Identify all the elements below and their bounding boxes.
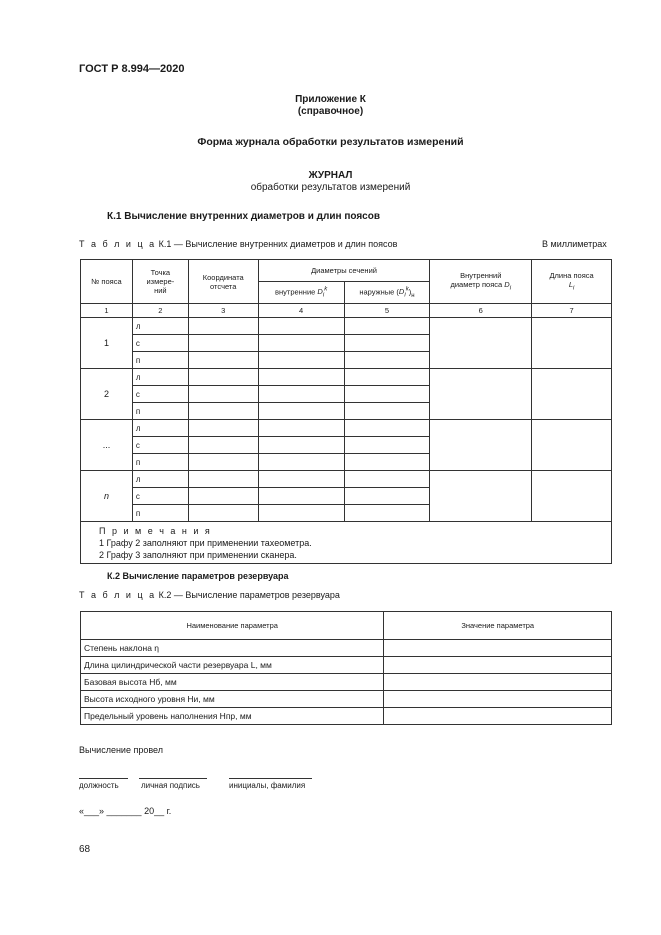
header-coordinate [188, 260, 258, 304]
cell [258, 505, 344, 522]
header-param-name: Наименование параметра [81, 612, 384, 640]
appendix-note: (справочное) [297, 106, 364, 117]
table-k1 [80, 259, 612, 564]
initials-caption: инициалы, фамилия [229, 781, 306, 790]
cell [258, 369, 344, 386]
param-name: Предельный уровень наполнения Hпр, мм [81, 708, 384, 725]
cell [188, 505, 258, 522]
header-point-line1: Точка [150, 268, 171, 277]
document-header: ГОСТ Р 8.994—2020 [79, 63, 185, 75]
cell [188, 471, 258, 488]
header-belt-length: Длина пояса $L_i$ [532, 260, 612, 304]
table1-units: В миллиметрах [542, 239, 607, 249]
cell [344, 403, 430, 420]
cell [188, 403, 258, 420]
cell [344, 471, 430, 488]
cell [344, 437, 430, 454]
point-label: п [132, 403, 188, 420]
cell [344, 386, 430, 403]
belt-label: 1 [81, 318, 133, 369]
point-label: п [132, 352, 188, 369]
column-number: 7 [532, 304, 612, 318]
cell [188, 454, 258, 471]
point-label: с [132, 488, 188, 505]
cell [258, 454, 344, 471]
param-name: Высота исходного уровня Hи, мм [81, 691, 384, 708]
form-title: Форма журнала обработки результатов измерений [197, 136, 464, 148]
cell [188, 488, 258, 505]
cell [258, 352, 344, 369]
column-number: 6 [430, 304, 532, 318]
header-point-line2: измере- [146, 277, 175, 286]
cell [430, 420, 532, 471]
cell [344, 488, 430, 505]
signature-caption: личная подпись [141, 781, 200, 790]
belt-label: n [81, 471, 133, 522]
position-line [79, 778, 128, 779]
section-k2-heading: К.2 Вычисление параметров резервуара [107, 571, 289, 581]
belt-label: 2 [81, 369, 133, 420]
initials-line [229, 778, 312, 779]
param-value [384, 657, 612, 674]
cell [188, 352, 258, 369]
cell [258, 318, 344, 335]
header-point-line3: ний [154, 286, 167, 295]
table-k2 [80, 611, 612, 725]
cell [430, 318, 532, 369]
page-number: 68 [79, 844, 91, 855]
cell [344, 505, 430, 522]
point-label: л [132, 471, 188, 488]
journal-subtitle: обработки результатов измерений [250, 182, 411, 193]
belt-label: ... [81, 420, 133, 471]
cell [188, 437, 258, 454]
header-inner-text: внутренние [275, 287, 316, 296]
signature-line [139, 778, 207, 779]
calculated-by-label: Вычисление провел [79, 745, 163, 755]
cell [258, 471, 344, 488]
header-param-value: Значение параметра [384, 612, 612, 640]
header-inner-diameter-text: диаметр пояса [450, 280, 503, 290]
cell [344, 454, 430, 471]
cell [258, 335, 344, 352]
column-number: 5 [344, 304, 430, 318]
header-inner-diameter [430, 260, 532, 304]
point-label: л [132, 318, 188, 335]
header-coordinate-line1: Координата [202, 272, 244, 282]
section-k1-heading: К.1 Вычисление внутренних диаметров и длин поясов [107, 211, 380, 222]
cell [344, 420, 430, 437]
notes-title: П р и м е ч а н и я [99, 525, 212, 536]
column-number: 4 [258, 304, 344, 318]
cell [258, 420, 344, 437]
cell [344, 352, 430, 369]
column-number: 1 [81, 304, 133, 318]
cell [258, 488, 344, 505]
cell [532, 318, 612, 369]
table2-caption-prefix: Т а б л и ц а [79, 590, 157, 600]
point-label: п [132, 454, 188, 471]
header-point [132, 260, 188, 304]
table2-caption-text: К.2 — Вычисление параметров резервуара [158, 590, 340, 600]
cell [258, 403, 344, 420]
param-name: Степень наклона η [81, 640, 384, 657]
header-diameters: Диаметры сечений [258, 260, 430, 282]
header-inner: внутренние $D_i^k$ [258, 282, 344, 304]
cell [344, 335, 430, 352]
header-belt-length-line1: Длина пояса [549, 271, 594, 281]
param-value [384, 640, 612, 657]
point-label: с [132, 437, 188, 454]
note-item: 2 Графу 3 заполняют при применении сканера. [99, 549, 297, 560]
header-outer-text: наружные [359, 287, 395, 296]
note-item: 1 Графу 2 заполняют при применении тахеометра. [99, 537, 312, 548]
column-number: 2 [132, 304, 188, 318]
date-line: «___» _______ 20__ г. [79, 806, 172, 816]
cell [532, 369, 612, 420]
header-coordinate-line2: отсчета [210, 281, 237, 291]
table1-caption [79, 239, 397, 249]
point-label: с [132, 386, 188, 403]
cell [430, 369, 532, 420]
param-value [384, 674, 612, 691]
cell [188, 318, 258, 335]
point-label: с [132, 335, 188, 352]
cell [258, 437, 344, 454]
point-label: л [132, 369, 188, 386]
param-value [384, 708, 612, 725]
cell [532, 471, 612, 522]
table1-notes [81, 522, 612, 564]
appendix-title: Приложение К [295, 94, 366, 105]
param-name: Длина цилиндрической части резервуара L, мм [81, 657, 384, 674]
cell [532, 420, 612, 471]
param-name: Базовая высота Hб, мм [81, 674, 384, 691]
table2-caption [79, 590, 340, 600]
journal-title: ЖУРНАЛ [308, 170, 353, 181]
point-label: л [132, 420, 188, 437]
param-value [384, 691, 612, 708]
table1-caption-prefix: Т а б л и ц а [79, 239, 157, 249]
cell [188, 386, 258, 403]
cell [430, 471, 532, 522]
cell [344, 369, 430, 386]
header-outer: наружные $(D_i^k)_н$ [344, 282, 430, 304]
column-number: 3 [188, 304, 258, 318]
cell [258, 386, 344, 403]
table1-caption-text: К.1 — Вычисление внутренних диаметров и длин поясов [158, 239, 398, 249]
position-caption: должность [79, 781, 119, 790]
cell [188, 369, 258, 386]
cell [188, 420, 258, 437]
cell [188, 335, 258, 352]
cell [344, 318, 430, 335]
header-belt-no: № пояса [81, 260, 133, 304]
point-label: п [132, 505, 188, 522]
header-inner-diameter-line1: Внутренний [460, 271, 502, 281]
header-inner-diameter-line2: диаметр пояса $D_i$ [450, 280, 512, 292]
